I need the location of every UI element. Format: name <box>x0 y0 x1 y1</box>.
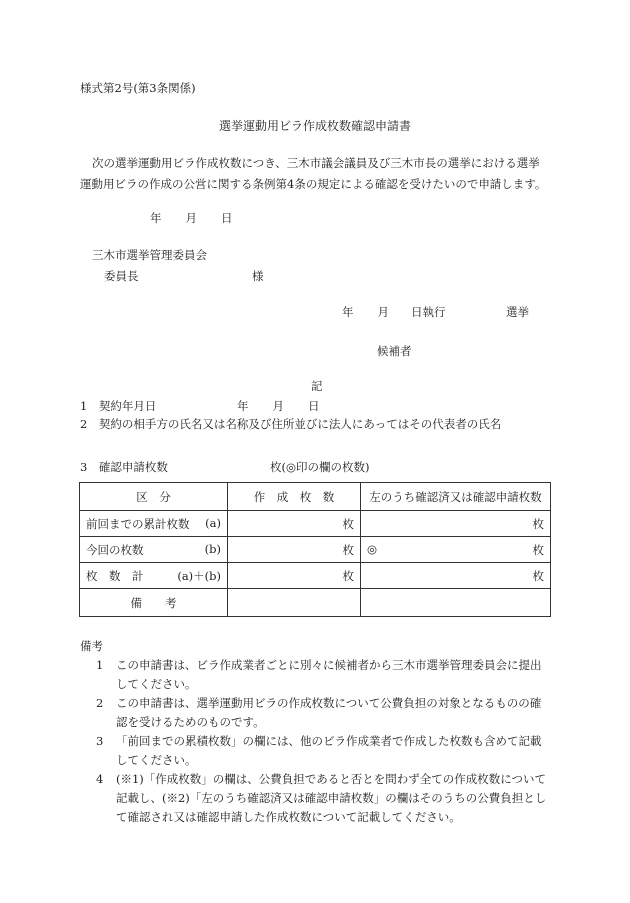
table-row <box>80 563 551 589</box>
header-confirmed-count: 左のうち確認済又は確認申請枚数 <box>361 483 551 511</box>
row-tag: (b) <box>204 541 221 556</box>
form-title: 選挙運動用ビラ作成枚数確認申請書 <box>218 119 411 133</box>
created-count-cell[interactable]: 枚 <box>228 563 361 589</box>
remarks-label: 備 考 <box>80 589 228 617</box>
notes-header: 備考 <box>80 639 103 653</box>
item-1 <box>80 398 156 414</box>
table-row <box>80 511 551 537</box>
count-table <box>79 482 551 617</box>
header-created-count: 作 成 枚 数 <box>228 483 361 511</box>
honorific: 様 <box>252 269 264 283</box>
item-3-label: 確認申請枚数 <box>98 460 168 474</box>
item-3 <box>80 459 168 475</box>
election-month: 月 <box>377 305 389 319</box>
item-2 <box>80 416 501 432</box>
table-header-row <box>80 483 551 511</box>
chairperson: 委員長 <box>104 269 139 283</box>
election-label: 選挙 <box>506 305 529 319</box>
confirmed-count-cell[interactable]: 枚 <box>361 511 551 537</box>
row-tag: (a)＋(b) <box>177 568 221 583</box>
created-count-cell[interactable]: 枚 <box>228 511 361 537</box>
item-1-label: 契約年月日 <box>98 399 157 413</box>
remarks-cell[interactable] <box>228 589 361 617</box>
date-year: 年 <box>150 211 162 225</box>
note-text: 「前回までの累積枚数」の欄には、他のビラ作成業者で作成した枚数も含めて記載してください。 <box>116 734 542 767</box>
contract-year: 年 <box>237 399 249 413</box>
confirmed-count-cell[interactable]: 枚 <box>361 563 551 589</box>
item-2-number: 2 <box>80 417 88 431</box>
election-day-executed: 日執行 <box>411 305 446 319</box>
addressee: 三木市選挙管理委員会 <box>92 248 207 262</box>
contract-month: 月 <box>272 399 284 413</box>
form-number: 様式第2号(第3条関係) <box>80 81 196 95</box>
double-circle-mark: ◎ <box>367 541 378 556</box>
header-category: 区 分 <box>80 483 228 511</box>
form-body: 次の選挙運動用ビラ作成枚数につき、三木市議会議員及び三木市長の選挙における選挙運動用ビラの作成の公営に関する条例第4条の規定による確認を受けたいので申請します。 <box>80 156 547 191</box>
candidate-label: 候補者 <box>377 344 412 358</box>
date-day: 日 <box>221 211 233 225</box>
contract-day: 日 <box>308 399 320 413</box>
list-item <box>96 770 552 827</box>
note-number: 4 <box>96 772 104 786</box>
note-number: 1 <box>96 658 104 672</box>
note-text: (※1)「作成枚数」の欄は、公費負担であると否とを問わず全ての作成枚数について記載し、(※2)「左のうち確認済又は確認申請枚数」の欄はそのうちの公費負担として確認され又は確認申請した作成枚数について記載してください。 <box>116 772 547 824</box>
application-date <box>150 210 233 226</box>
note-text: この申請書は、ビラ作成業者ごとに別々に候補者から三木市選挙管理委員会に提出してください。 <box>116 658 542 691</box>
note-number: 2 <box>96 696 104 710</box>
election-date <box>342 304 446 320</box>
item-3-number: 3 <box>80 460 88 474</box>
remarks-cell-2[interactable] <box>361 589 551 617</box>
list-item <box>96 656 552 694</box>
created-count-cell[interactable]: 枚 <box>228 537 361 563</box>
row-tag: (a) <box>205 515 221 530</box>
date-month: 月 <box>185 211 197 225</box>
table-row <box>80 589 551 617</box>
row-label: 枚 数 計 <box>86 568 144 583</box>
unit-label: 枚 <box>532 542 544 557</box>
note-number: 3 <box>96 734 104 748</box>
row-label: 前回までの累計枚数 <box>86 516 190 531</box>
election-year: 年 <box>342 305 354 319</box>
confirmed-count-cell[interactable] <box>361 537 551 563</box>
ki-label: 記 <box>311 379 323 393</box>
row-label: 今回の枚数 <box>86 542 144 557</box>
list-item <box>96 694 552 732</box>
list-item <box>96 732 552 770</box>
note-text: この申請書は、選挙運動用ビラの作成枚数について公費負担の対象となるものの確認を受けるためのものです。 <box>116 696 542 729</box>
item-3-unit: 枚(◎印の欄の枚数) <box>270 460 370 474</box>
contract-date <box>237 398 320 414</box>
item-1-number: 1 <box>80 399 88 413</box>
notes-list <box>96 656 552 827</box>
item-2-label: 契約の相手方の氏名又は名称及び住所並びに法人にあってはその代表者の氏名 <box>98 417 502 431</box>
table-row <box>80 537 551 563</box>
